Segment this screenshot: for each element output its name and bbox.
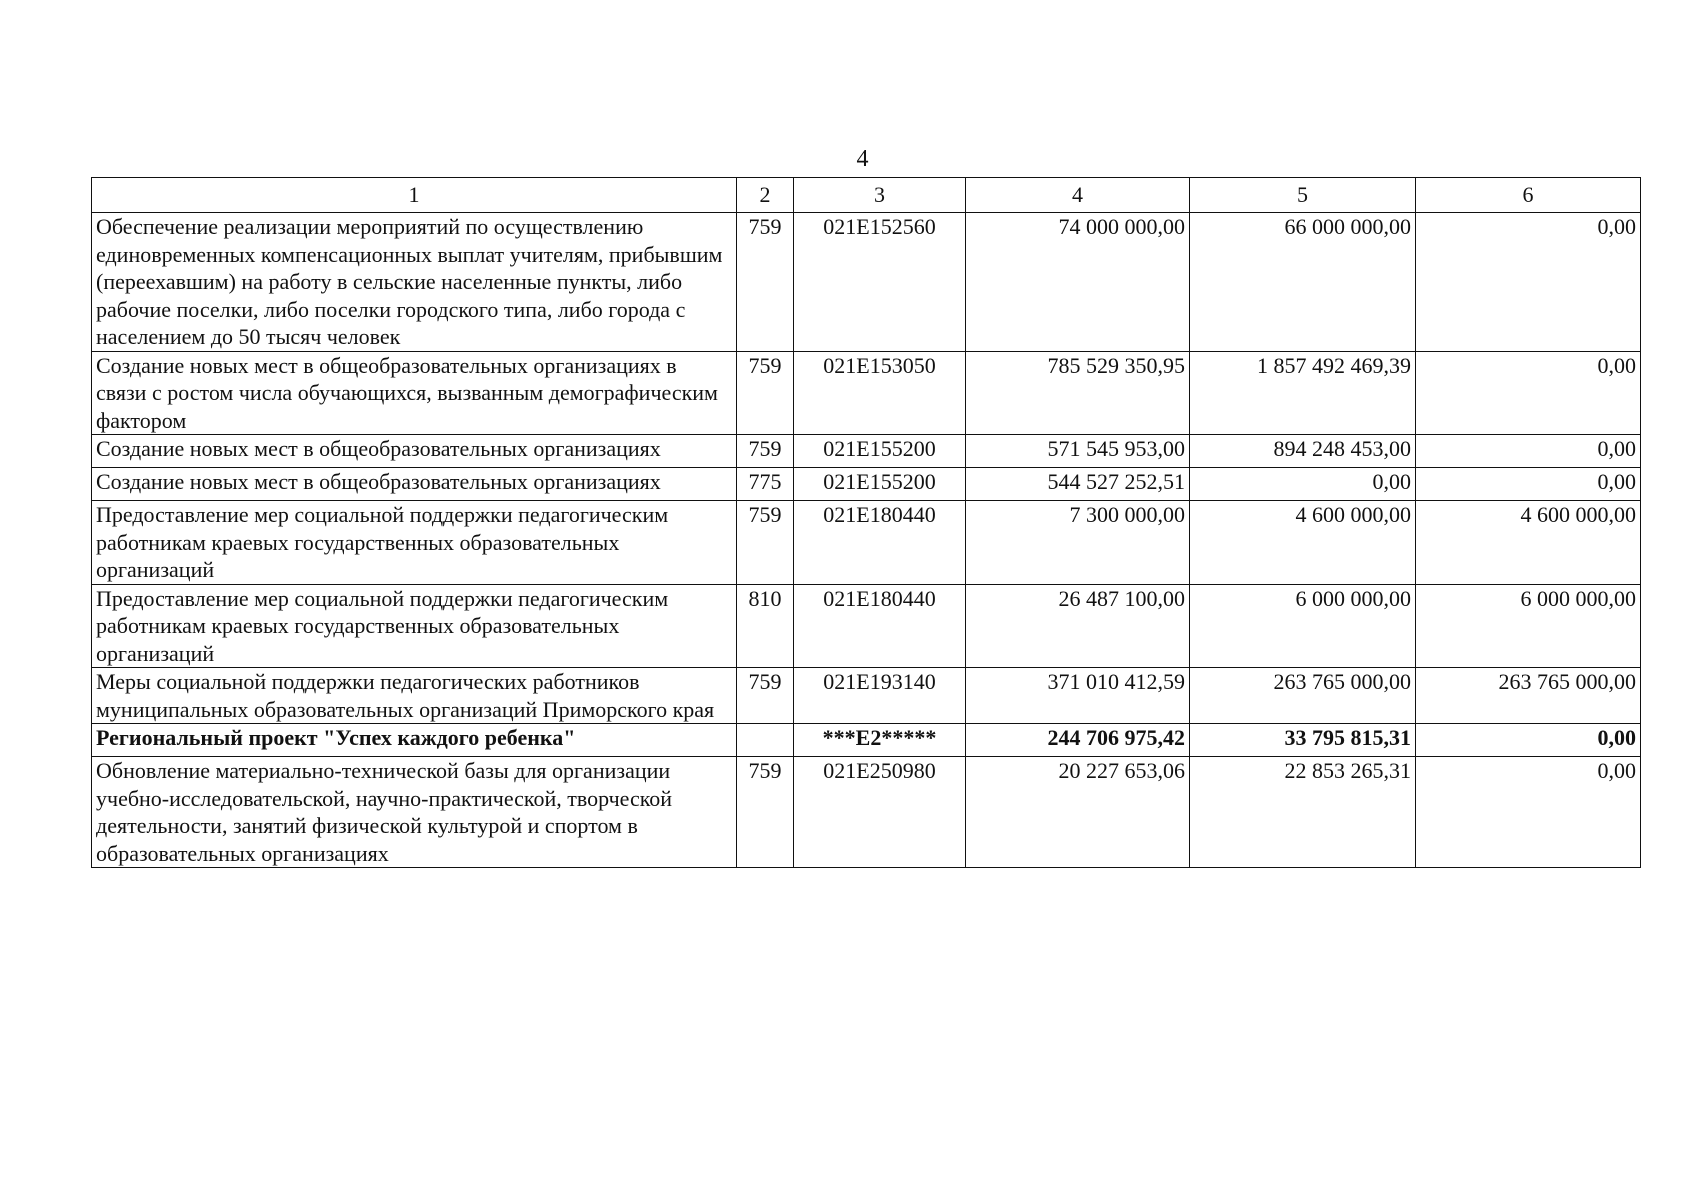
row-code: 759 — [737, 757, 794, 868]
row-name: Создание новых мест в общеобразовательных организациях в связи с ростом числа обучающихся, вызванным демографическим фактором — [92, 351, 737, 435]
row-sum-3: 0,00 — [1416, 351, 1641, 435]
row-sum-2: 4 600 000,00 — [1190, 501, 1416, 585]
row-sum-1: 7 300 000,00 — [966, 501, 1190, 585]
header-col-3: 3 — [794, 178, 966, 213]
row-target: 021E193140 — [794, 668, 966, 724]
row-sum-1: 244 706 975,42 — [966, 724, 1190, 757]
header-col-1: 1 — [92, 178, 737, 213]
row-sum-3: 0,00 — [1416, 435, 1641, 468]
header-col-5: 5 — [1190, 178, 1416, 213]
table-row — [92, 435, 1641, 468]
row-sum-1: 544 527 252,51 — [966, 468, 1190, 501]
row-target: 021E180440 — [794, 584, 966, 668]
table-header-row — [92, 178, 1641, 213]
row-sum-2: 66 000 000,00 — [1190, 213, 1416, 352]
table-row — [92, 468, 1641, 501]
row-sum-3: 0,00 — [1416, 468, 1641, 501]
table-row — [92, 213, 1641, 352]
header-col-6: 6 — [1416, 178, 1641, 213]
row-code: 759 — [737, 213, 794, 352]
table-row — [92, 501, 1641, 585]
row-sum-1: 20 227 653,06 — [966, 757, 1190, 868]
row-sum-1: 571 545 953,00 — [966, 435, 1190, 468]
row-name: Обеспечение реализации мероприятий по осуществлению единовременных компенсационных выплат учителям, прибывшим (переехавшим) на работу в сельские населенные пункты, либо рабочие поселки, либо поселки городского типа, либо города с населением до 50 тысяч человек — [92, 213, 737, 352]
row-name: Предоставление мер социальной поддержки педагогическим работникам краевых государственных образовательных организаций — [92, 584, 737, 668]
row-sum-2: 1 857 492 469,39 — [1190, 351, 1416, 435]
table-row-project-total — [92, 724, 1641, 757]
table-row — [92, 668, 1641, 724]
header-col-2: 2 — [737, 178, 794, 213]
page-number: 4 — [856, 146, 869, 172]
row-code: 759 — [737, 668, 794, 724]
row-name: Региональный проект "Успех каждого ребенка" — [92, 724, 737, 757]
row-sum-2: 0,00 — [1190, 468, 1416, 501]
row-sum-3: 6 000 000,00 — [1416, 584, 1641, 668]
row-sum-1: 74 000 000,00 — [966, 213, 1190, 352]
row-target: ***E2***** — [794, 724, 966, 757]
row-name: Предоставление мер социальной поддержки педагогическим работникам краевых государственных образовательных организаций — [92, 501, 737, 585]
row-sum-1: 371 010 412,59 — [966, 668, 1190, 724]
row-code — [737, 724, 794, 757]
row-sum-3: 263 765 000,00 — [1416, 668, 1641, 724]
row-target: 021E180440 — [794, 501, 966, 585]
budget-table — [91, 177, 1641, 868]
table-row — [92, 351, 1641, 435]
row-code: 759 — [737, 351, 794, 435]
row-target: 021E250980 — [794, 757, 966, 868]
row-name: Меры социальной поддержки педагогических работников муниципальных образовательных организаций Приморского края — [92, 668, 737, 724]
row-target: 021E155200 — [794, 468, 966, 501]
table-row — [92, 584, 1641, 668]
row-sum-3: 0,00 — [1416, 213, 1641, 352]
row-sum-1: 785 529 350,95 — [966, 351, 1190, 435]
row-sum-1: 26 487 100,00 — [966, 584, 1190, 668]
row-code: 759 — [737, 435, 794, 468]
row-sum-2: 22 853 265,31 — [1190, 757, 1416, 868]
row-code: 775 — [737, 468, 794, 501]
table-row — [92, 757, 1641, 868]
row-name: Обновление материально-технической базы для организации учебно-исследовательской, научно-практической, творческой деятельности, занятий физической культурой и спортом в образовательных организациях — [92, 757, 737, 868]
row-name: Создание новых мест в общеобразовательных организациях — [92, 435, 737, 468]
row-sum-3: 0,00 — [1416, 724, 1641, 757]
header-col-4: 4 — [966, 178, 1190, 213]
row-target: 021E152560 — [794, 213, 966, 352]
row-sum-3: 0,00 — [1416, 757, 1641, 868]
row-sum-2: 6 000 000,00 — [1190, 584, 1416, 668]
row-sum-2: 33 795 815,31 — [1190, 724, 1416, 757]
row-name: Создание новых мест в общеобразовательных организациях — [92, 468, 737, 501]
row-sum-2: 894 248 453,00 — [1190, 435, 1416, 468]
row-sum-2: 263 765 000,00 — [1190, 668, 1416, 724]
row-sum-3: 4 600 000,00 — [1416, 501, 1641, 585]
row-code: 759 — [737, 501, 794, 585]
row-target: 021E155200 — [794, 435, 966, 468]
row-code: 810 — [737, 584, 794, 668]
row-target: 021E153050 — [794, 351, 966, 435]
